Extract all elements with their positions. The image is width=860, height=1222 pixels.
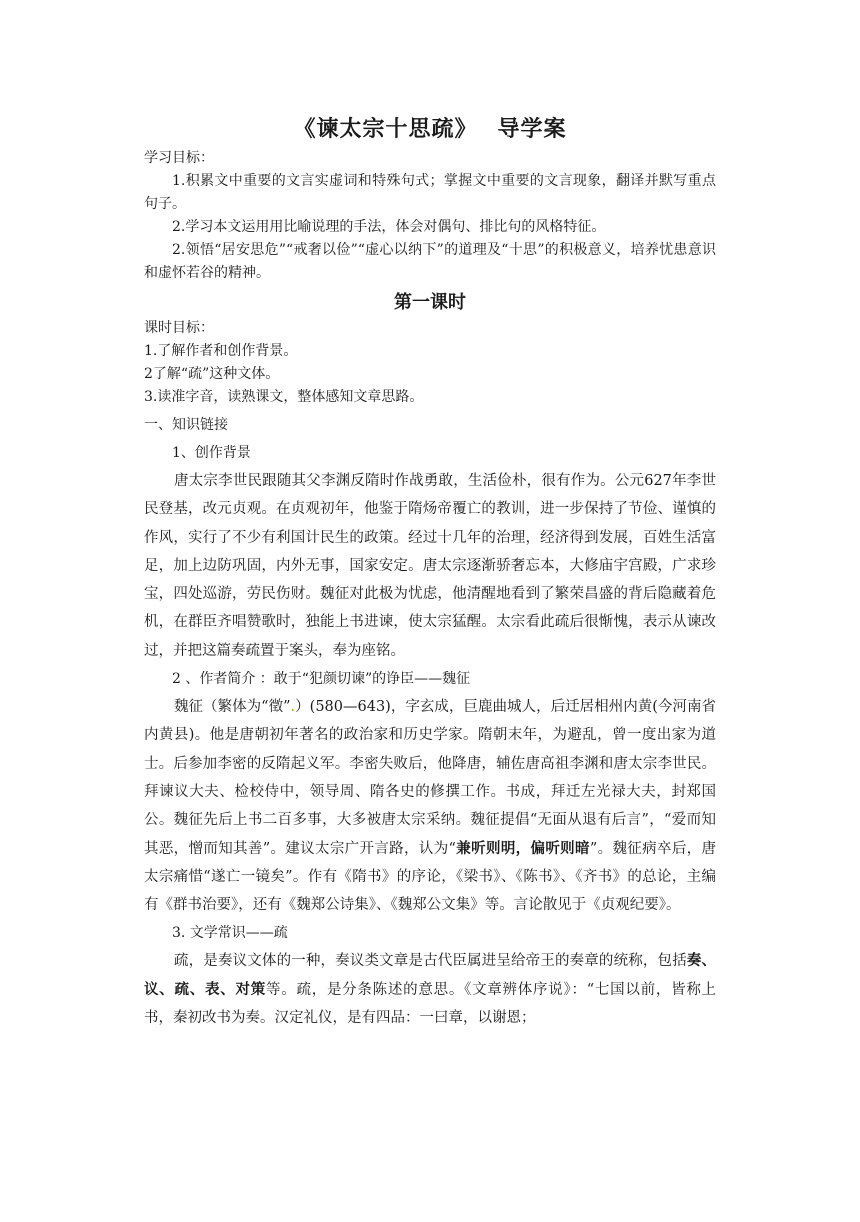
background-heading: 1、创作背景 [172,445,251,461]
document-page [144,112,716,1032]
title-main: 《谏太宗十思疏》 [293,117,478,142]
lesson-goal-2: 2了解“疏”这种文体。 [144,366,280,382]
author-quote-bold: 兼听则明，偏听则暗 [455,839,590,857]
page-title [144,112,716,143]
learning-goals-heading: 学习目标： [144,150,214,166]
author-text: 魏征（繁体为“徵”.）(580—643)，字玄成，巨鹿曲城人，后迁居相州内黄(今河南省内黄县)。他是唐朝初年著名的政治家和历史学家。隋朝末年，为避乱，曾一度出家为道士。后参加李密的反隋起义军。李密失败后，他降唐，辅佐唐高祖李渊和唐太宗李世民。拜谏议大夫、检校侍中，领导周、隋各史的修撰工作。书成，拜迁左光禄大夫，封郑国公。魏征先后上书二百多事，大多被唐太宗采纳。魏征提倡“无面从退有后言”，“爱而知其恶，憎而知其善”。建议太宗广开言路，认为“兼听则明，偏听则暗”。魏征病卒后，唐太宗痛惜“遂亡一镜矣”。作有《隋书》的序论，《梁书》、《陈书》、《齐书》的总论，主编有《群书治要》，还有《魏郑公诗集》、《魏郑公文集》等。言论散见于《贞观纪要》。 [144,699,717,914]
lesson-goal-3: 3.读准字音，读熟课文，整体感知文章思路。 [144,389,424,405]
genre-text: 疏，是奏议文体的一种，奏议类文章是古代臣属进呈给帝王的奏章的统称，包括奏、议、疏、表、对策等。疏，是分条陈述的意思。《文章辨体序说》：“七国以前，皆称上书，秦初改书为奏。汉定礼仪，是有四品：一曰章，以谢恩； [144,952,717,1027]
background-text: 唐太宗李世民跟随其父李渊反隋时作战勇敢，生活俭朴，很有作为。公元627年李世民登基，改元贞观。在贞观初年，他鉴于隋炀帝覆亡的教训，进一步保持了节俭、谨慎的作风，实行了不少有利国计民生的政策。经过十几年的治理，经济得到发展，百姓生活富足，加上边防巩固，内外无事，国家安定。唐太宗逐渐骄奢忘本，大修庙宇宫殿，广求珍宝，四处巡游，劳民伤财。魏征对此极为忧虑，他清醒地看到了繁荣昌盛的背后隐藏着危机，在群臣齐唱赞歌时，独能上书进谏，使太宗猛醒。太宗看此疏后很惭愧，表示从谏改过，并把这篇奏疏置于案头，奉为座铭。 [144,473,716,659]
author-heading: 2 、作者简介 ：敢于“犯颜切谏”的诤臣——魏征 [172,671,471,688]
learning-goal-1: 1.积累文中重要的文言实虚词和特殊句式；掌握文中重要的文言现象，翻译并默写重点句子。 [144,173,716,212]
lesson-heading: 第一课时 [394,292,466,313]
learning-goal-2: 2.学习本文运用用比喻说理的手法，体会对偶句、排比句的风格特征。 [172,219,606,235]
lesson-goal-1: 1.了解作者和创作背景。 [144,343,298,359]
author-dot-mark: . [290,699,296,716]
section-heading-knowledge: 一、知识链接 [144,417,228,433]
learning-goal-3: 2.领悟“居安思危”“戒奢以俭”“虚心以纳下”的道理及“十思”的积极意义，培养忧患意识和虚怀若谷的精神。 [144,242,716,281]
genre-heading: 3. 文学常识——疏 [172,925,288,942]
title-sub: 导学案 [497,117,567,142]
lesson-goals-heading: 课时目标： [144,320,214,336]
